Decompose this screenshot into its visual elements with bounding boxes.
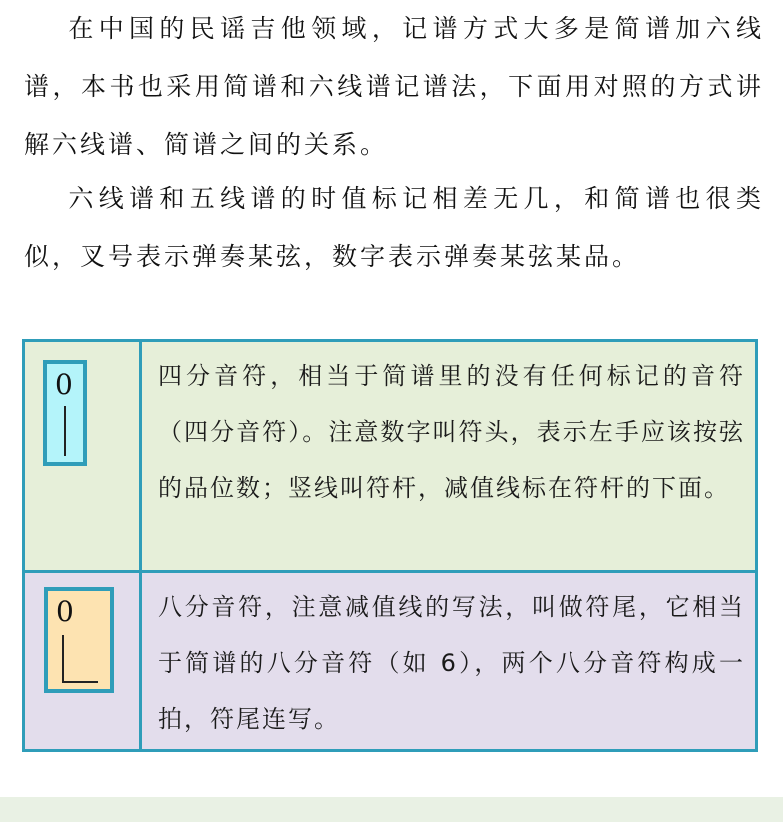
note-value-table [22,339,758,752]
quarter-note-description-cell [141,341,757,572]
eighth-note-stem [62,635,64,683]
notation-paragraph-text: 六线谱和五线谱的时值标记相差无几，和简谱也很类似，叉号表示弹奏某弦，数字表示弹奏某弦某品。 [24,184,764,271]
notation-paragraph [24,170,764,286]
quarter-note-stem [64,406,66,456]
intro-paragraph [24,0,764,174]
footer-band [0,797,783,822]
eighth-note-symbol [44,587,114,693]
table-row-quarter-note [24,341,757,572]
eighth-note-description-cell [141,572,757,751]
quarter-note-symbol-cell [24,341,141,572]
intro-paragraph-text: 在中国的民谣吉他领域，记谱方式大多是简谱加六线谱，本书也采用简谱和六线谱记谱法，下面用对照的方式讲解六线谱、简谱之间的关系。 [24,14,764,159]
eighth-note-tail [62,681,98,683]
eighth-note-symbol-cell [24,572,141,751]
table-row-eighth-note [24,572,757,751]
eighth-note-head-digit: 0 [56,595,74,628]
eighth-note-description: 八分音符，注意减值线的写法，叫做符尾，它相当于简谱的八分音符（如 6），两个八分音符构成一拍，符尾连写。 [158,593,745,733]
quarter-note-symbol [43,360,87,466]
quarter-note-head-digit: 0 [55,368,73,401]
quarter-note-description: 四分音符，相当于简谱里的没有任何标记的音符（四分音符）。注意数字叫符头，表示左手应该按弦的品位数；竖线叫符杆，减值线标在符杆的下面。 [158,362,745,502]
